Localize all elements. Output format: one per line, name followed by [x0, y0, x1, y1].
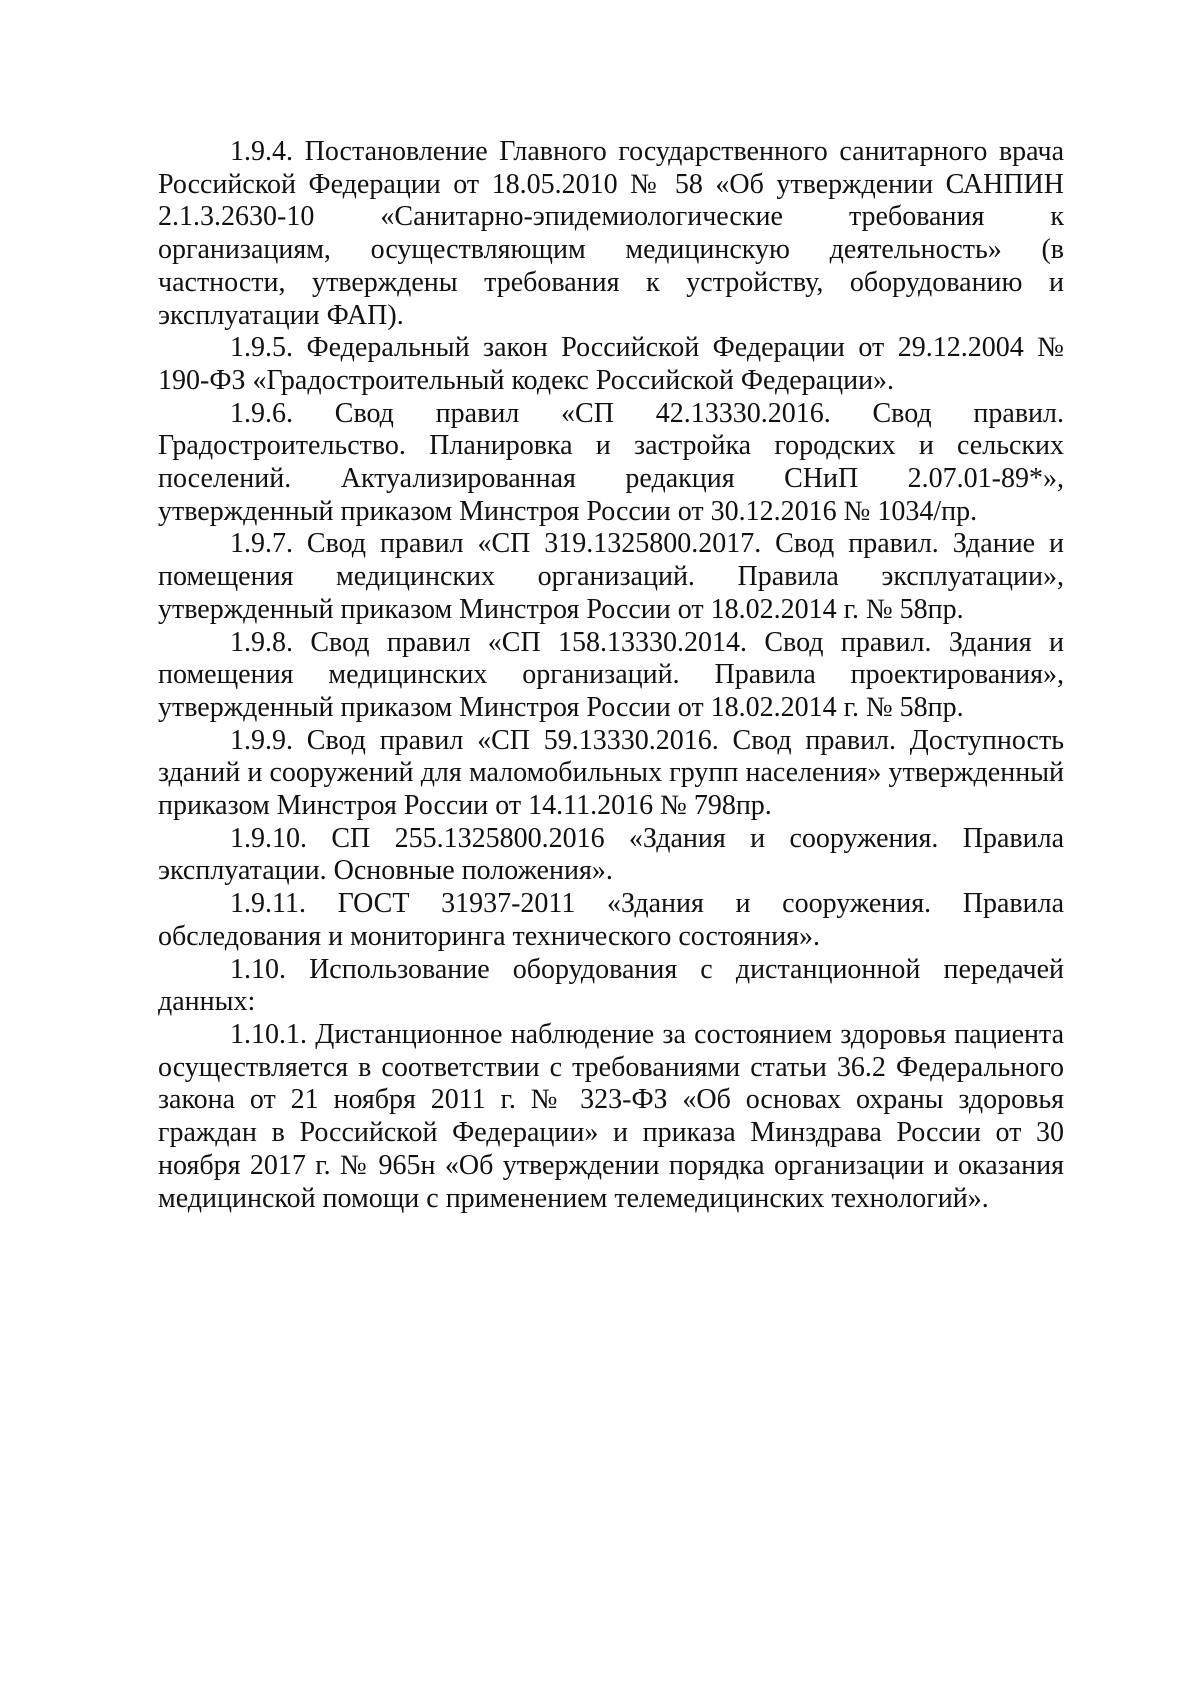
paragraph-1-9-6: 1.9.6. Свод правил «СП 42.13330.2016. Свод правил. Градостроительство. Планировка и застройка городских и сельских поселений. Актуализированная редакция СНиП 2.07.01-89*», утвержденный приказом Минстроя России от 30.12.2016 № 1034/пр. — [158, 397, 1064, 527]
paragraph-1-9-4: 1.9.4. Постановление Главного государственного санитарного врача Российской Федерации от 18.05.2010 № 58 «Об утверждении САНПИН 2.1.3.2630-10 «Санитарно-эпидемиологические требования к организациям, осуществляющим медицинскую деятельность» (в частности, утверждены требования к устройству, оборудованию и эксплуатации ФАП). — [158, 136, 1064, 331]
paragraph-1-10: 1.10. Использование оборудования с дистанционной передачей данных: — [158, 953, 1064, 1018]
paragraph-1-9-7: 1.9.7. Свод правил «СП 319.1325800.2017. Свод правил. Здание и помещения медицинских организаций. Правила эксплуатации», утвержденный приказом Минстроя России от 18.02.2014 г. № 58пр. — [158, 528, 1064, 625]
paragraph-1-9-9: 1.9.9. Свод правил «СП 59.13330.2016. Свод правил. Доступность зданий и сооружений для маломобильных групп населения» утвержденный приказом Минстроя России от 14.11.2016 № 798пр. — [158, 724, 1064, 822]
paragraph-1-9-5: 1.9.5. Федеральный закон Российской Федерации от 29.12.2004 № 190-ФЗ «Градостроительный кодекс Российской Федерации». — [158, 332, 1064, 396]
paragraph-1-9-11: 1.9.11. ГОСТ 31937-2011 «Здания и сооружения. Правила обследования и мониторинга технического состояния». — [158, 888, 1064, 952]
paragraph-1-9-10: 1.9.10. СП 255.1325800.2016 «Здания и сооружения. Правила эксплуатации. Основные положения». — [158, 822, 1064, 887]
paragraph-1-9-8: 1.9.8. Свод правил «СП 158.13330.2014. Свод правил. Здания и помещения медицинских организаций. Правила проектирования», утвержденный приказом Минстроя России от 18.02.2014 г. № 58пр. — [158, 626, 1064, 723]
paragraph-1-10-1: 1.10.1. Дистанционное наблюдение за состоянием здоровья пациента осуществляется в соответствии с требованиями статьи 36.2 Федерального закона от 21 ноября 2011 г. № 323-ФЗ «Об основах охраны здоровья граждан в Российской Федерации» и приказа Минздрава России от 30 ноября 2017 г. № 965н «Об утверждении порядка организации и оказания медицинской помощи с применением телемедицинских технологий». — [158, 1018, 1064, 1214]
document-body — [158, 136, 1064, 1215]
